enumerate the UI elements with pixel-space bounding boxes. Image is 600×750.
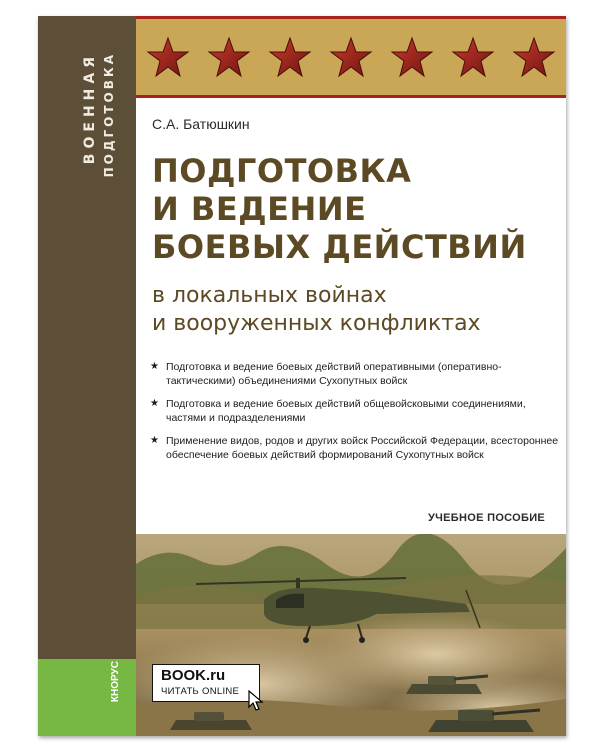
band-top-stripe bbox=[136, 16, 566, 19]
star-icon bbox=[329, 36, 373, 78]
star-icon bbox=[451, 36, 495, 78]
list-item bbox=[150, 397, 560, 425]
title-line-1: ПОДГОТОВКА bbox=[152, 152, 412, 190]
stars-row bbox=[146, 36, 556, 78]
star-icon bbox=[146, 36, 190, 78]
bookru-logo: BOOK.ru bbox=[161, 667, 226, 684]
book-subtitle bbox=[152, 282, 562, 338]
book-title bbox=[152, 152, 562, 266]
star-icon bbox=[512, 36, 556, 78]
subtitle-line-1: в локальных войнах bbox=[152, 283, 387, 308]
bullet-star-icon: ★ bbox=[150, 435, 159, 446]
document-type-label: УЧЕБНОЕ ПОСОБИЕ bbox=[428, 512, 546, 524]
list-item-text: Применение видов, родов и других войск Российской Федерации, всестороннее обеспечение боевых действий формирований Сухопутных войск bbox=[166, 435, 559, 461]
list-item bbox=[150, 434, 560, 462]
subtitle-line-2: и вооруженных конфликтах bbox=[152, 311, 481, 336]
publisher-name-wrap bbox=[110, 661, 130, 721]
bullet-star-icon: ★ bbox=[150, 361, 159, 372]
bookru-read-online: ЧИТАТЬ ONLINE bbox=[161, 686, 240, 697]
publisher-name: КНОРУС bbox=[110, 661, 121, 703]
series-line-2: ПОДГОТОВКА bbox=[102, 52, 116, 178]
bookru-badge[interactable] bbox=[152, 664, 260, 702]
battle-scene-image bbox=[136, 534, 566, 736]
series-label bbox=[82, 52, 142, 252]
list-item-text: Подготовка и ведение боевых действий общевойсковыми соединениями, частями и подразделениями bbox=[166, 398, 526, 424]
topics-list bbox=[150, 360, 560, 471]
title-line-3: БОЕВЫХ ДЕЙСТВИЙ bbox=[152, 228, 527, 266]
series-line-1: ВОЕННАЯ bbox=[82, 52, 98, 165]
book-cover bbox=[38, 16, 566, 736]
cursor-icon bbox=[248, 690, 264, 712]
title-line-2: И ВЕДЕНИЕ bbox=[152, 190, 367, 228]
author-name: С.А. Батюшкин bbox=[152, 116, 250, 132]
band-bottom-stripe bbox=[136, 95, 566, 98]
list-item-text: Подготовка и ведение боевых действий оперативными (оперативно-тактическими) объединениями Сухопутных войск bbox=[166, 361, 502, 387]
star-icon bbox=[207, 36, 251, 78]
star-icon bbox=[268, 36, 312, 78]
star-icon bbox=[390, 36, 434, 78]
list-item bbox=[150, 360, 560, 388]
bullet-star-icon: ★ bbox=[150, 398, 159, 409]
